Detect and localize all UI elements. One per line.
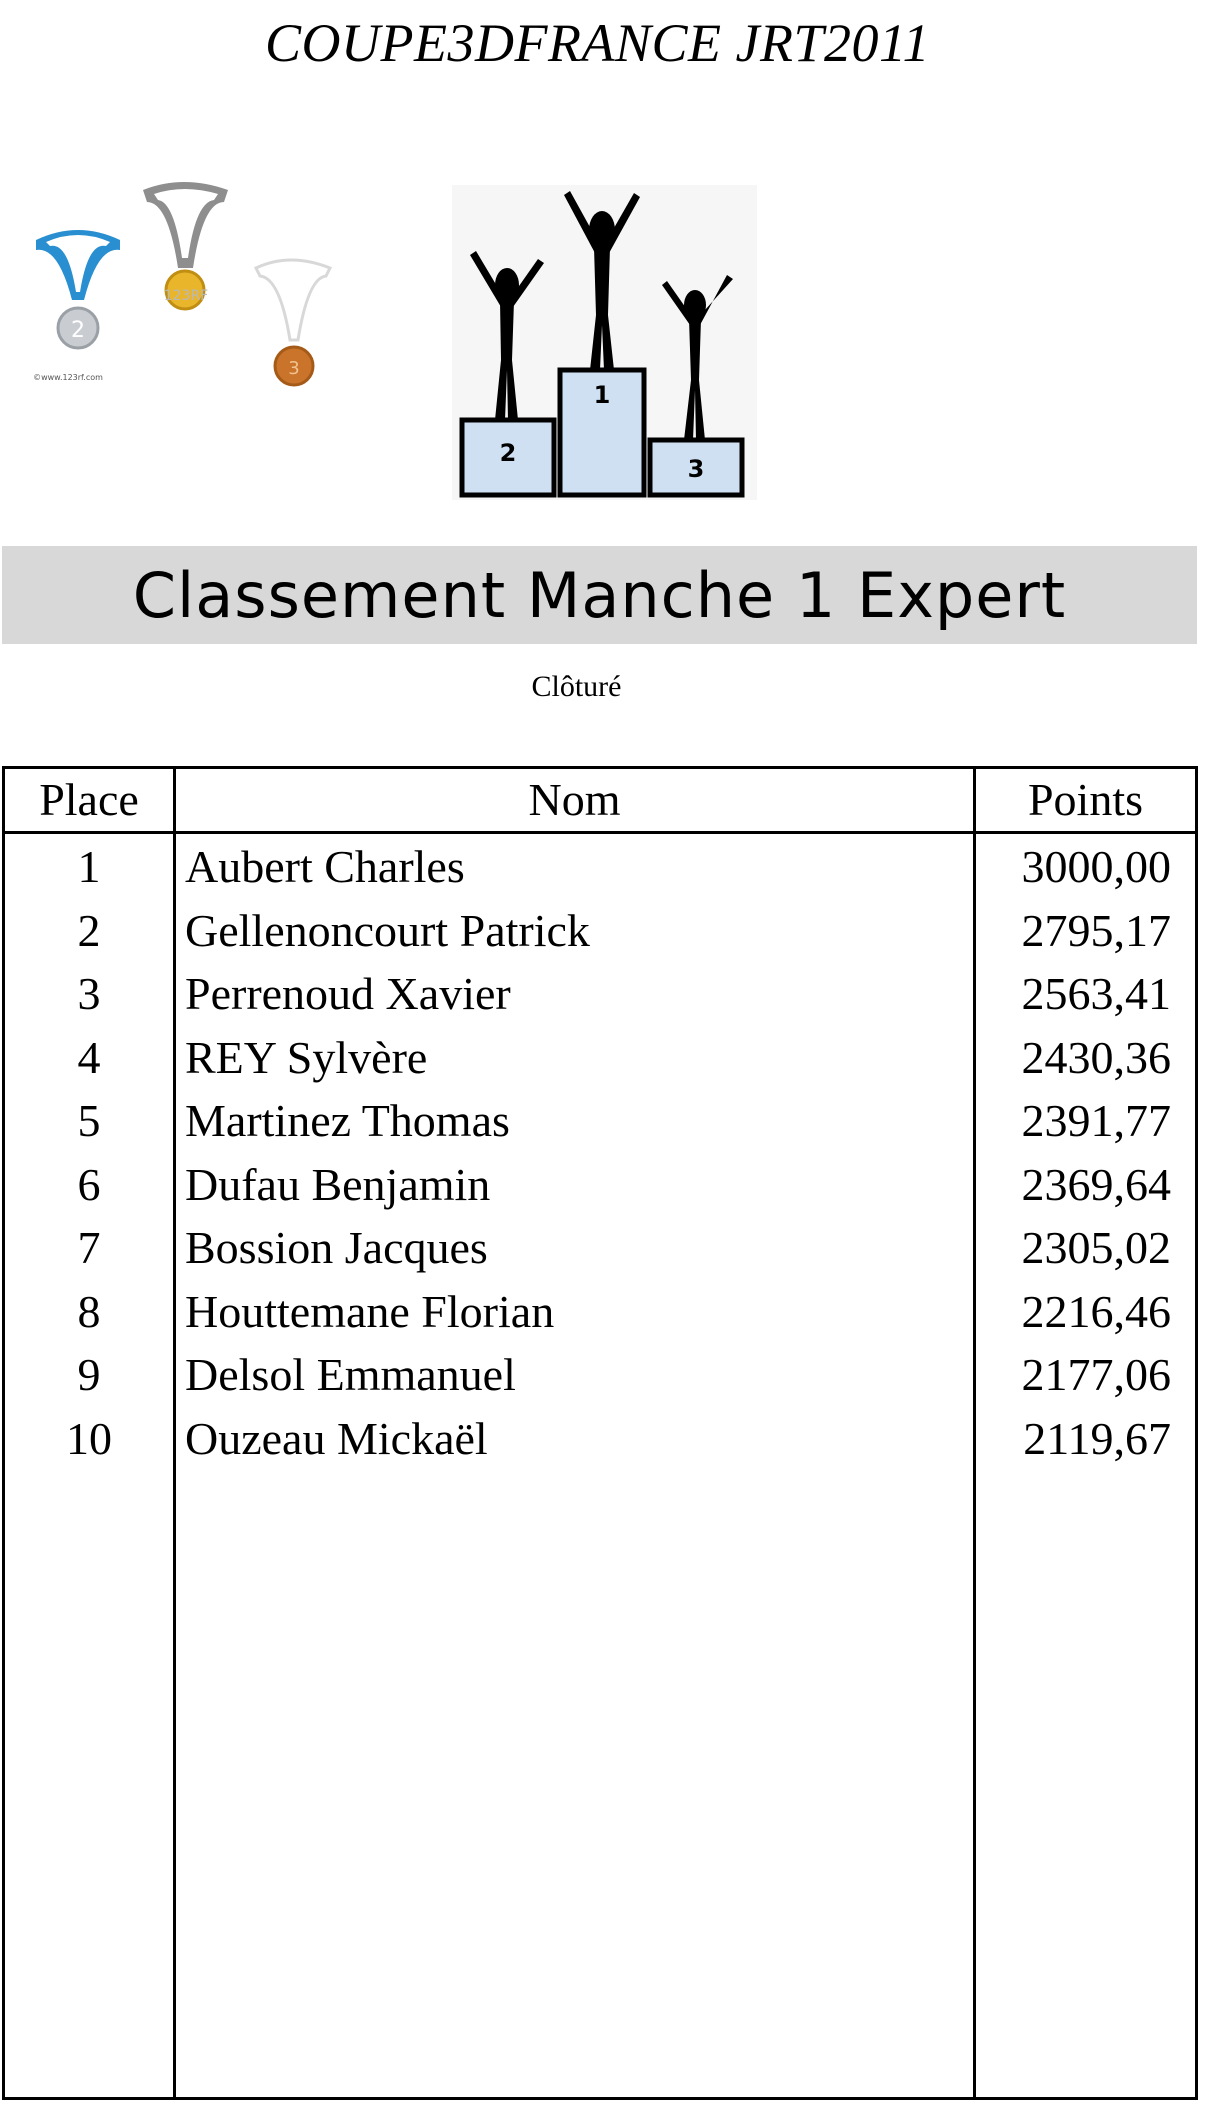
ranking-table	[2, 766, 1198, 2100]
table-body	[5, 835, 1195, 1470]
table-row	[5, 1280, 1195, 1344]
svg-text:3: 3	[288, 358, 300, 379]
name-cell: Delsol Emmanuel	[185, 1349, 516, 1400]
ranking-banner	[2, 546, 1197, 644]
table-row	[5, 1407, 1195, 1471]
page-title: COUPE3DFRANCE JRT2011	[265, 13, 930, 73]
svg-text:©www.123rf.com: ©www.123rf.com	[33, 373, 103, 382]
svg-text:2: 2	[71, 318, 85, 343]
svg-text:1: 1	[593, 381, 611, 409]
table-row	[5, 835, 1195, 899]
table-row	[5, 1153, 1195, 1217]
points-cell: 2795,17	[1021, 904, 1171, 956]
place-cell: 7	[77, 1222, 101, 1273]
name-cell: Gellenoncourt Patrick	[185, 904, 590, 956]
name-cell: Houttemane Florian	[185, 1285, 555, 1337]
table-row	[5, 899, 1195, 963]
header-divider	[5, 831, 1195, 834]
place-cell: 6	[77, 1158, 101, 1210]
name-cell: Martinez Thomas	[185, 1095, 510, 1146]
name-cell: Ouzeau Mickaël	[185, 1412, 488, 1464]
ranking-title: Classement Manche 1 Expert	[132, 558, 1067, 632]
name-cell: Aubert Charles	[185, 841, 465, 892]
name-cell: Bossion Jacques	[185, 1222, 488, 1273]
table-row	[5, 1026, 1195, 1090]
svg-text:3: 3	[687, 455, 705, 483]
place-cell: 2	[77, 904, 101, 956]
place-cell: 5	[77, 1095, 101, 1146]
column-header-points: Points	[1027, 774, 1144, 825]
table-row	[5, 1343, 1195, 1407]
table-row	[5, 1216, 1195, 1280]
svg-text:2: 2	[499, 439, 517, 467]
table-row	[5, 962, 1195, 1026]
gold-medal-icon	[143, 182, 228, 309]
bronze-medal-icon	[256, 260, 330, 385]
points-cell: 2177,06	[1021, 1349, 1171, 1400]
points-cell: 3000,00	[1021, 841, 1171, 892]
name-cell: Dufau Benjamin	[185, 1158, 491, 1210]
medals-icon	[28, 180, 368, 400]
points-cell: 2391,77	[1021, 1095, 1171, 1146]
svg-text:123RF: 123RF	[163, 288, 209, 304]
points-cell: 2119,67	[1023, 1412, 1171, 1464]
podium-icon	[452, 185, 757, 500]
place-cell: 3	[77, 968, 101, 1019]
place-cell: 9	[77, 1349, 101, 1400]
silver-medal-icon	[33, 230, 120, 382]
points-cell: 2563,41	[1021, 968, 1171, 1019]
name-cell: Perrenoud Xavier	[185, 968, 511, 1019]
table-row	[5, 1089, 1195, 1153]
place-cell: 1	[77, 841, 101, 892]
status-text: Clôturé	[531, 670, 622, 703]
column-header-place: Place	[39, 774, 139, 825]
place-cell: 10	[66, 1412, 112, 1464]
points-cell: 2430,36	[1021, 1031, 1171, 1083]
name-cell: REY Sylvère	[185, 1031, 428, 1083]
place-cell: 4	[77, 1031, 101, 1083]
place-cell: 8	[77, 1285, 101, 1337]
points-cell: 2216,46	[1021, 1285, 1171, 1337]
points-cell: 2369,64	[1021, 1158, 1171, 1210]
column-header-nom: Nom	[528, 774, 621, 825]
points-cell: 2305,02	[1021, 1222, 1171, 1273]
